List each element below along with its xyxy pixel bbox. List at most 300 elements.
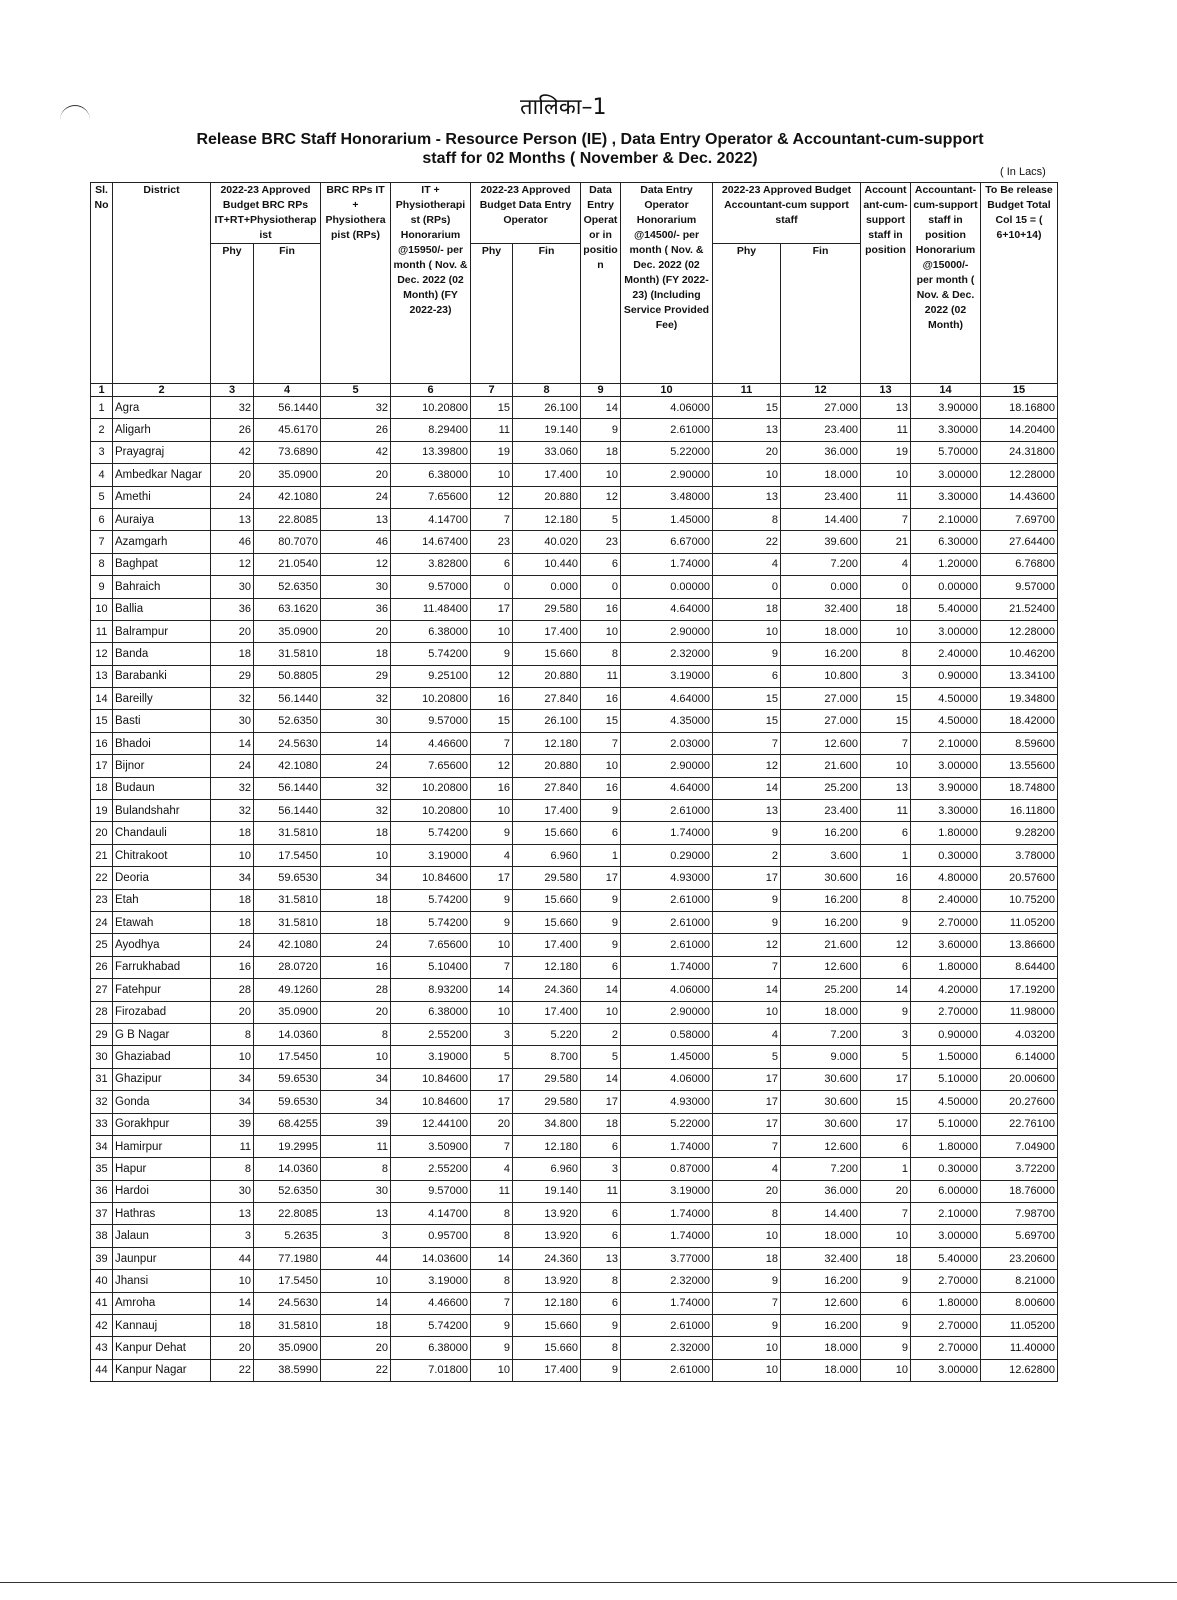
serial-number-cell: 34 [91, 1135, 113, 1157]
value-cell: 9 [713, 643, 781, 665]
value-cell: 6 [581, 1135, 621, 1157]
value-cell: 10 [861, 1225, 911, 1247]
table-row [91, 1359, 1058, 1381]
table-row [91, 1158, 1058, 1180]
value-cell: 4.93000 [621, 867, 713, 889]
value-cell: 15.660 [513, 1315, 581, 1337]
value-cell: 5.40000 [911, 1247, 981, 1269]
value-cell: 19 [861, 441, 911, 463]
value-cell: 14.43600 [981, 486, 1058, 508]
value-cell: 2.61000 [621, 419, 713, 441]
table-row [91, 1135, 1058, 1157]
value-cell: 18.000 [781, 1337, 861, 1359]
value-cell: 9 [861, 1001, 911, 1023]
table-row [91, 889, 1058, 911]
value-cell: 9.000 [781, 1046, 861, 1068]
serial-number-cell: 16 [91, 732, 113, 754]
value-cell: 11 [471, 419, 513, 441]
value-cell: 1.80000 [911, 822, 981, 844]
value-cell: 9 [861, 1337, 911, 1359]
value-cell: 5 [861, 1046, 911, 1068]
value-cell: 8 [713, 508, 781, 530]
district-cell: Farrukhabad [113, 956, 211, 978]
value-cell: 56.1440 [254, 777, 321, 799]
value-cell: 5.74200 [391, 889, 471, 911]
value-cell: 10 [471, 934, 513, 956]
header-phy: Phy [471, 244, 513, 384]
column-number: 4 [254, 384, 321, 397]
value-cell: 10 [211, 844, 254, 866]
value-cell: 6 [713, 665, 781, 687]
district-cell: Bahraich [113, 576, 211, 598]
value-cell: 3.77000 [621, 1247, 713, 1269]
value-cell: 0 [713, 576, 781, 598]
value-cell: 6.38000 [391, 1001, 471, 1023]
value-cell: 24 [211, 486, 254, 508]
value-cell: 9.25100 [391, 665, 471, 687]
value-cell: 16.200 [781, 822, 861, 844]
value-cell: 52.6350 [254, 1180, 321, 1202]
value-cell: 2.70000 [911, 1315, 981, 1337]
value-cell: 3.30000 [911, 486, 981, 508]
value-cell: 0.95700 [391, 1225, 471, 1247]
value-cell: 17.19200 [981, 979, 1058, 1001]
table-row [91, 441, 1058, 463]
serial-number-cell: 25 [91, 934, 113, 956]
value-cell: 16 [471, 688, 513, 710]
serial-number-cell: 32 [91, 1091, 113, 1113]
value-cell: 12.44100 [391, 1113, 471, 1135]
value-cell: 46 [321, 531, 391, 553]
value-cell: 2.90000 [621, 464, 713, 486]
value-cell: 3.19000 [621, 665, 713, 687]
value-cell: 6 [471, 553, 513, 575]
column-number: 2 [113, 384, 211, 397]
value-cell: 4 [471, 1158, 513, 1180]
value-cell: 8 [861, 643, 911, 665]
header-total: To Be release Budget Total Col 15 = ( 6+10+14) [981, 183, 1058, 384]
value-cell: 14.03600 [391, 1247, 471, 1269]
value-cell: 20 [211, 1337, 254, 1359]
column-number: 7 [471, 384, 513, 397]
value-cell: 17 [471, 867, 513, 889]
serial-number-cell: 37 [91, 1203, 113, 1225]
serial-number-cell: 38 [91, 1225, 113, 1247]
serial-number-cell: 10 [91, 598, 113, 620]
value-cell: 20 [211, 1001, 254, 1023]
serial-number-cell: 39 [91, 1247, 113, 1269]
column-number: 14 [911, 384, 981, 397]
table-row [91, 688, 1058, 710]
value-cell: 39.600 [781, 531, 861, 553]
value-cell: 17.400 [513, 620, 581, 642]
value-cell: 20.27600 [981, 1091, 1058, 1113]
value-cell: 6 [581, 1225, 621, 1247]
value-cell: 13 [713, 486, 781, 508]
value-cell: 2.32000 [621, 1270, 713, 1292]
value-cell: 17 [861, 1068, 911, 1090]
value-cell: 8 [713, 1203, 781, 1225]
table-row [91, 979, 1058, 1001]
value-cell: 10 [861, 755, 911, 777]
value-cell: 5.220 [513, 1023, 581, 1045]
value-cell: 4.46600 [391, 1292, 471, 1314]
table-row [91, 822, 1058, 844]
table-row [91, 1247, 1058, 1269]
value-cell: 13.39800 [391, 441, 471, 463]
value-cell: 18 [321, 1315, 391, 1337]
value-cell: 10 [713, 1001, 781, 1023]
value-cell: 15 [861, 1091, 911, 1113]
value-cell: 0.90000 [911, 1023, 981, 1045]
value-cell: 4.64000 [621, 777, 713, 799]
value-cell: 59.6530 [254, 867, 321, 889]
value-cell: 12 [471, 486, 513, 508]
serial-number-cell: 21 [91, 844, 113, 866]
district-cell: Etah [113, 889, 211, 911]
value-cell: 9 [471, 1337, 513, 1359]
table-row [91, 397, 1058, 419]
value-cell: 5.10000 [911, 1068, 981, 1090]
value-cell: 7 [713, 956, 781, 978]
column-number: 8 [513, 384, 581, 397]
value-cell: 7 [861, 732, 911, 754]
value-cell: 42.1080 [254, 486, 321, 508]
value-cell: 12 [321, 553, 391, 575]
value-cell: 21 [861, 531, 911, 553]
value-cell: 20 [713, 441, 781, 463]
value-cell: 30 [321, 576, 391, 598]
value-cell: 21.52400 [981, 598, 1058, 620]
value-cell: 20.57600 [981, 867, 1058, 889]
value-cell: 6 [861, 822, 911, 844]
header-acc-budget: 2022-23 Approved Budget Accountant-cum support staff [713, 183, 861, 244]
value-cell: 7 [581, 732, 621, 754]
value-cell: 9.57000 [391, 576, 471, 598]
value-cell: 16.200 [781, 643, 861, 665]
value-cell: 20 [321, 464, 391, 486]
value-cell: 16.200 [781, 1315, 861, 1337]
value-cell: 10.440 [513, 553, 581, 575]
value-cell: 18.000 [781, 1359, 861, 1381]
serial-number-cell: 36 [91, 1180, 113, 1202]
district-cell: Etawah [113, 911, 211, 933]
table-row [91, 1046, 1058, 1068]
value-cell: 24.31800 [981, 441, 1058, 463]
district-cell: Hapur [113, 1158, 211, 1180]
table-row [91, 486, 1058, 508]
value-cell: 14.400 [781, 508, 861, 530]
value-cell: 8 [471, 1203, 513, 1225]
value-cell: 36 [321, 598, 391, 620]
value-cell: 4.14700 [391, 1203, 471, 1225]
value-cell: 10 [713, 1359, 781, 1381]
value-cell: 10.84600 [391, 1068, 471, 1090]
serial-number-cell: 33 [91, 1113, 113, 1135]
value-cell: 3 [861, 665, 911, 687]
value-cell: 21.600 [781, 934, 861, 956]
header-acc-honorarium: Accountant-cum-support staff in position Honorarium @15000/- per month ( Nov. & Dec. 2022 (02 Month) [911, 183, 981, 384]
value-cell: 29 [321, 665, 391, 687]
value-cell: 5.40000 [911, 598, 981, 620]
value-cell: 12.600 [781, 1292, 861, 1314]
value-cell: 2.10000 [911, 732, 981, 754]
value-cell: 18.76000 [981, 1180, 1058, 1202]
value-cell: 5.70000 [911, 441, 981, 463]
header-deo-budget: 2022-23 Approved Budget Data Entry Operator [471, 183, 581, 244]
value-cell: 34 [211, 867, 254, 889]
value-cell: 13.86600 [981, 934, 1058, 956]
value-cell: 15.660 [513, 643, 581, 665]
value-cell: 7 [713, 1135, 781, 1157]
value-cell: 8 [471, 1225, 513, 1247]
value-cell: 23.400 [781, 486, 861, 508]
value-cell: 14 [211, 732, 254, 754]
value-cell: 3.00000 [911, 464, 981, 486]
district-cell: Hathras [113, 1203, 211, 1225]
value-cell: 12.180 [513, 1292, 581, 1314]
value-cell: 17.400 [513, 1001, 581, 1023]
value-cell: 18.000 [781, 620, 861, 642]
value-cell: 6.14000 [981, 1046, 1058, 1068]
serial-number-cell: 15 [91, 710, 113, 732]
value-cell: 9 [713, 822, 781, 844]
district-cell: Firozabad [113, 1001, 211, 1023]
value-cell: 17 [471, 598, 513, 620]
value-cell: 10 [861, 620, 911, 642]
value-cell: 11.48400 [391, 598, 471, 620]
value-cell: 14 [861, 979, 911, 1001]
value-cell: 1.74000 [621, 1203, 713, 1225]
value-cell: 1.45000 [621, 508, 713, 530]
value-cell: 15 [861, 688, 911, 710]
value-cell: 42 [211, 441, 254, 463]
value-cell: 8 [581, 1337, 621, 1359]
value-cell: 17 [581, 867, 621, 889]
value-cell: 14 [321, 1292, 391, 1314]
value-cell: 20 [471, 1113, 513, 1135]
value-cell: 14.67400 [391, 531, 471, 553]
value-cell: 18 [861, 1247, 911, 1269]
value-cell: 13.920 [513, 1203, 581, 1225]
value-cell: 59.6530 [254, 1091, 321, 1113]
value-cell: 6 [861, 1292, 911, 1314]
value-cell: 16.200 [781, 889, 861, 911]
value-cell: 7.04900 [981, 1135, 1058, 1157]
value-cell: 17 [861, 1113, 911, 1135]
district-cell: Jalaun [113, 1225, 211, 1247]
value-cell: 9 [581, 1359, 621, 1381]
value-cell: 42.1080 [254, 934, 321, 956]
value-cell: 10.20800 [391, 688, 471, 710]
value-cell: 18 [713, 1247, 781, 1269]
value-cell: 7.98700 [981, 1203, 1058, 1225]
value-cell: 6.38000 [391, 464, 471, 486]
value-cell: 23.20600 [981, 1247, 1058, 1269]
value-cell: 18 [211, 889, 254, 911]
value-cell: 6 [581, 822, 621, 844]
value-cell: 12.180 [513, 1135, 581, 1157]
value-cell: 20 [861, 1180, 911, 1202]
value-cell: 1.74000 [621, 956, 713, 978]
value-cell: 6 [861, 956, 911, 978]
value-cell: 39 [321, 1113, 391, 1135]
value-cell: 9 [471, 643, 513, 665]
value-cell: 10 [581, 1001, 621, 1023]
value-cell: 10 [471, 1359, 513, 1381]
value-cell: 7.01800 [391, 1359, 471, 1381]
value-cell: 13 [861, 777, 911, 799]
value-cell: 2 [713, 844, 781, 866]
value-cell: 63.1620 [254, 598, 321, 620]
value-cell: 14 [713, 777, 781, 799]
serial-number-cell: 2 [91, 419, 113, 441]
value-cell: 24.5630 [254, 1292, 321, 1314]
value-cell: 12.600 [781, 732, 861, 754]
district-cell: Bhadoi [113, 732, 211, 754]
value-cell: 34 [321, 1091, 391, 1113]
value-cell: 4 [713, 1158, 781, 1180]
value-cell: 2.40000 [911, 643, 981, 665]
value-cell: 4 [713, 553, 781, 575]
value-cell: 13 [321, 508, 391, 530]
serial-number-cell: 8 [91, 553, 113, 575]
value-cell: 32.400 [781, 1247, 861, 1269]
district-cell: Prayagraj [113, 441, 211, 463]
value-cell: 12 [713, 755, 781, 777]
value-cell: 6.00000 [911, 1180, 981, 1202]
value-cell: 0.00000 [621, 576, 713, 598]
value-cell: 26.100 [513, 710, 581, 732]
value-cell: 19.34800 [981, 688, 1058, 710]
value-cell: 5.22000 [621, 1113, 713, 1135]
value-cell: 18 [713, 598, 781, 620]
value-cell: 22.76100 [981, 1113, 1058, 1135]
value-cell: 20.00600 [981, 1068, 1058, 1090]
value-cell: 24.5630 [254, 732, 321, 754]
value-cell: 9 [861, 1315, 911, 1337]
column-number: 3 [211, 384, 254, 397]
value-cell: 2.61000 [621, 889, 713, 911]
value-cell: 14.0360 [254, 1023, 321, 1045]
value-cell: 3.00000 [911, 755, 981, 777]
value-cell: 24 [211, 755, 254, 777]
value-cell: 6 [861, 1135, 911, 1157]
value-cell: 7.69700 [981, 508, 1058, 530]
value-cell: 8 [861, 889, 911, 911]
value-cell: 17 [713, 1091, 781, 1113]
value-cell: 0.29000 [621, 844, 713, 866]
value-cell: 7.65600 [391, 755, 471, 777]
value-cell: 46 [211, 531, 254, 553]
value-cell: 8.59600 [981, 732, 1058, 754]
value-cell: 10 [713, 1337, 781, 1359]
value-cell: 31.5810 [254, 822, 321, 844]
value-cell: 20 [713, 1180, 781, 1202]
value-cell: 0.000 [513, 576, 581, 598]
value-cell: 14.0360 [254, 1158, 321, 1180]
serial-number-cell: 4 [91, 464, 113, 486]
value-cell: 10 [321, 844, 391, 866]
value-cell: 8 [471, 1270, 513, 1292]
value-cell: 12.600 [781, 1135, 861, 1157]
value-cell: 30 [321, 710, 391, 732]
value-cell: 9 [581, 419, 621, 441]
serial-number-cell: 14 [91, 688, 113, 710]
district-cell: Jaunpur [113, 1247, 211, 1269]
value-cell: 9.57000 [391, 710, 471, 732]
value-cell: 27.000 [781, 710, 861, 732]
value-cell: 8.21000 [981, 1270, 1058, 1292]
value-cell: 32 [321, 397, 391, 419]
value-cell: 15 [713, 688, 781, 710]
serial-number-cell: 30 [91, 1046, 113, 1068]
value-cell: 26.100 [513, 397, 581, 419]
table-row [91, 800, 1058, 822]
district-cell: Jhansi [113, 1270, 211, 1292]
serial-number-cell: 44 [91, 1359, 113, 1381]
value-cell: 9 [861, 911, 911, 933]
value-cell: 15.660 [513, 822, 581, 844]
value-cell: 56.1440 [254, 800, 321, 822]
value-cell: 19.140 [513, 419, 581, 441]
table-row [91, 1225, 1058, 1247]
value-cell: 2.61000 [621, 1315, 713, 1337]
value-cell: 15.660 [513, 1337, 581, 1359]
value-cell: 5.74200 [391, 911, 471, 933]
value-cell: 16.200 [781, 1270, 861, 1292]
value-cell: 17 [471, 1091, 513, 1113]
value-cell: 9 [713, 889, 781, 911]
serial-number-cell: 43 [91, 1337, 113, 1359]
value-cell: 18 [211, 822, 254, 844]
value-cell: 32 [321, 800, 391, 822]
value-cell: 15 [713, 710, 781, 732]
value-cell: 18.000 [781, 1001, 861, 1023]
value-cell: 7 [861, 508, 911, 530]
value-cell: 7.200 [781, 1023, 861, 1045]
value-cell: 30 [321, 1180, 391, 1202]
value-cell: 7.65600 [391, 934, 471, 956]
value-cell: 10.46200 [981, 643, 1058, 665]
value-cell: 13 [713, 419, 781, 441]
value-cell: 7.200 [781, 1158, 861, 1180]
value-cell: 18 [211, 911, 254, 933]
serial-number-cell: 13 [91, 665, 113, 687]
value-cell: 32 [211, 800, 254, 822]
district-cell: Bulandshahr [113, 800, 211, 822]
district-cell: Aligarh [113, 419, 211, 441]
value-cell: 18 [321, 889, 391, 911]
value-cell: 38.5990 [254, 1359, 321, 1381]
table-row [91, 777, 1058, 799]
value-cell: 20 [321, 1001, 391, 1023]
value-cell: 6.76800 [981, 553, 1058, 575]
value-cell: 24.360 [513, 1247, 581, 1269]
value-cell: 20 [321, 620, 391, 642]
table-row [91, 419, 1058, 441]
value-cell: 0 [861, 576, 911, 598]
value-cell: 0.30000 [911, 1158, 981, 1180]
value-cell: 3.30000 [911, 800, 981, 822]
value-cell: 12 [713, 934, 781, 956]
value-cell: 5.2635 [254, 1225, 321, 1247]
value-cell: 25.200 [781, 979, 861, 1001]
value-cell: 0.58000 [621, 1023, 713, 1045]
value-cell: 11 [321, 1135, 391, 1157]
value-cell: 30.600 [781, 1091, 861, 1113]
value-cell: 20 [211, 464, 254, 486]
